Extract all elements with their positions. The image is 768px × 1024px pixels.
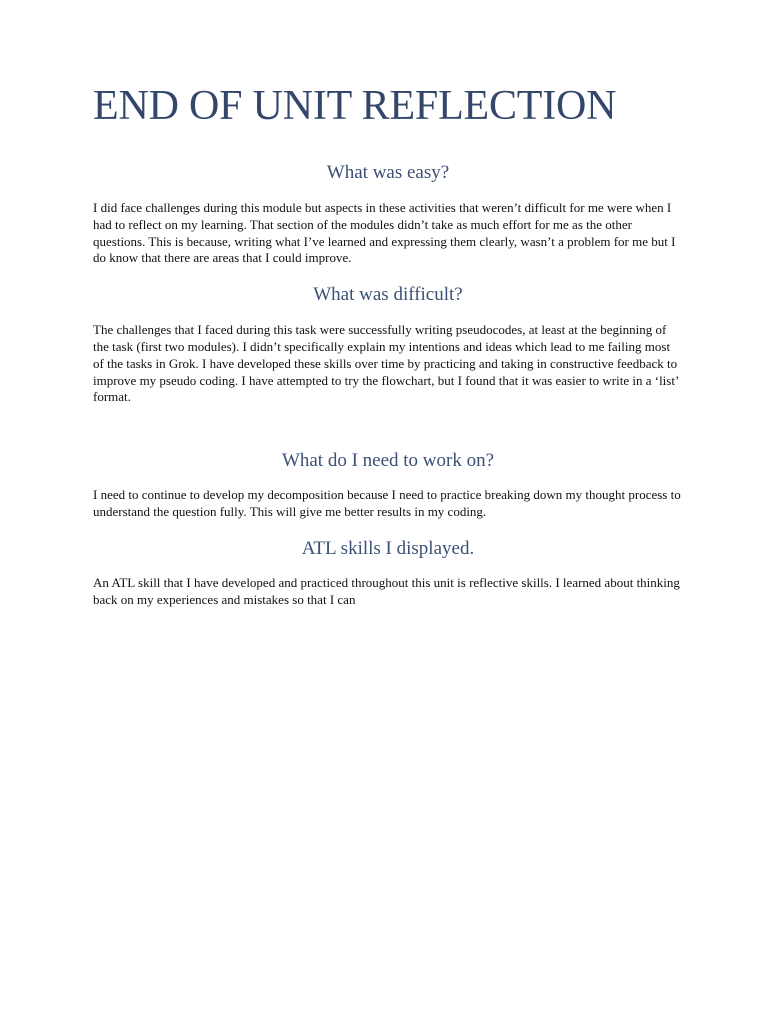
document-page — [93, 80, 683, 608]
section-heading-easy: What was easy? — [326, 162, 450, 183]
section-heading-atl-skills: ATL skills I displayed. — [301, 537, 475, 559]
document-title: END OF UNIT REFLECTION — [93, 83, 617, 129]
section-body-difficult: The challenges that I faced during this task were successfully writing pseudocodes, at least at the beginning of the task (first two modules). I didn’t specifically explain my intentions and ideas which lead to me failing most of the tasks in Grok. I have developed these skills over time by practicing and taking in constructive feedback to improve my pseudo coding. I have attempted to try the flowchart, but I found that it was easier to write in a ‘list’ format. — [93, 322, 679, 405]
section-body-atl-skills: An ATL skill that I have developed and practiced throughout this unit is reflective skills. I learned about thinking back on my experiences and mistakes so that I can — [93, 574, 680, 607]
section-body-work-on: I need to continue to develop my decomposition because I need to practice breaking down my thought process to understand the question fully. This will give me better results in my coding. — [93, 487, 681, 519]
section-heading-work-on: What do I need to work on? — [281, 450, 495, 472]
section-body-easy: I did face challenges during this module but aspects in these activities that weren’t difficult for me were when I had to reflect on my learning. That section of the modules didn’t take as much effort for me as the other questions. This is because, writing what I’ve learned and expressing them clearly, wasn’t a problem for me but I do know that there are areas that I could improve. — [93, 200, 676, 266]
section-heading-difficult: What was difficult? — [313, 284, 463, 306]
